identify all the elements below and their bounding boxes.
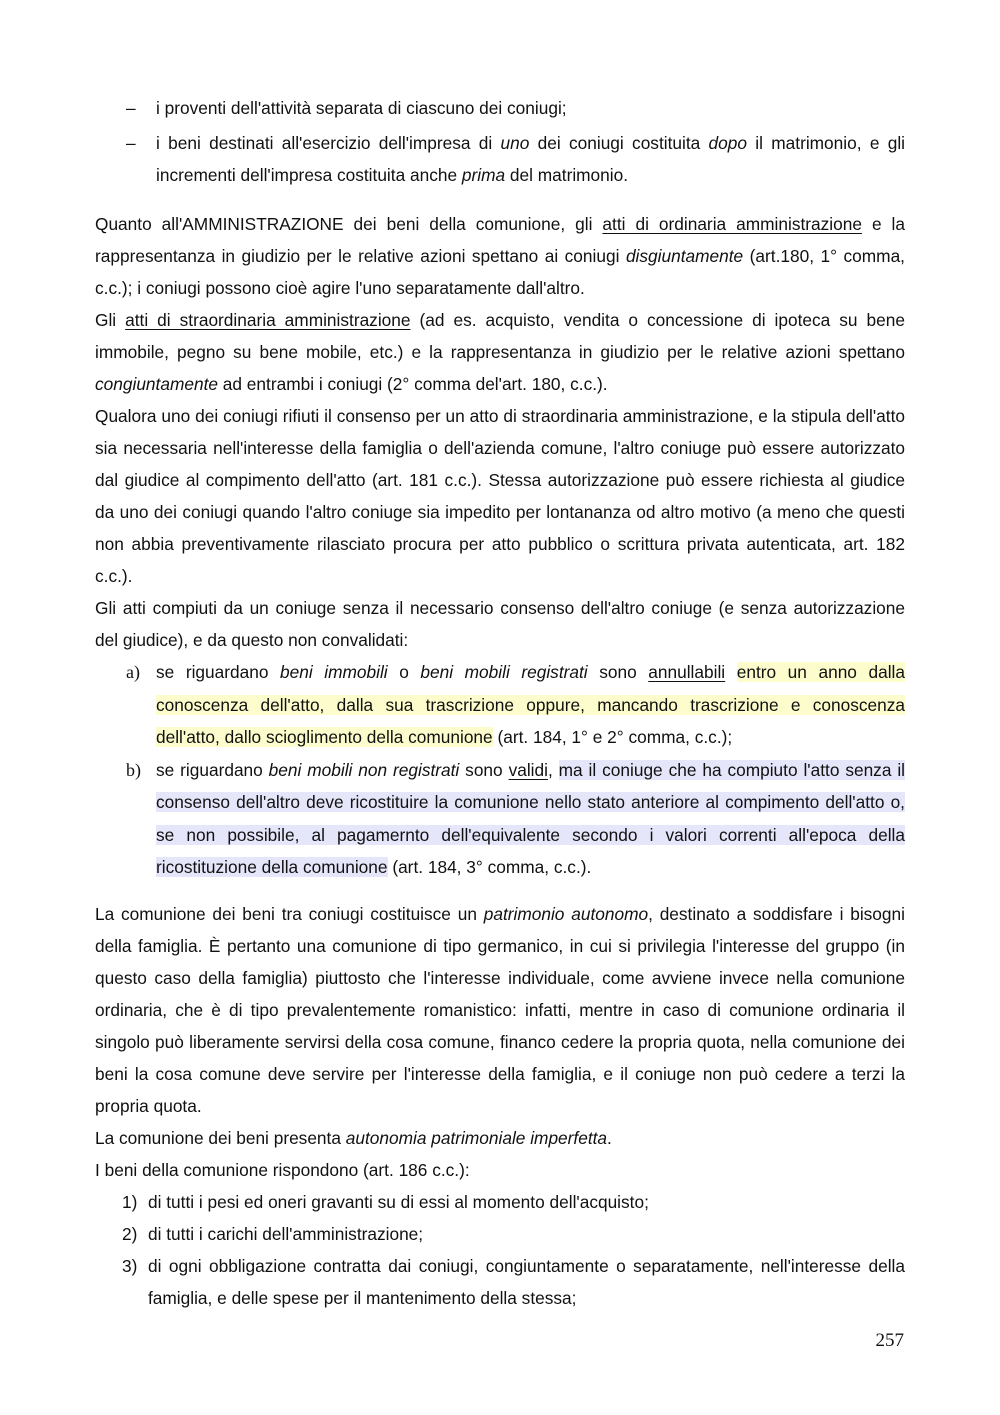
text-run: Gli (95, 310, 126, 330)
text-run: , destinato a soddisfare i bisogni della famiglia. È pertanto una comunione di tipo germanico, in cui si privilegia l'interesse del gruppo (in questo caso della famiglia) piuttosto che l'interesse individuale, come avviene invece nella comunione ordinaria, che è di tipo prevalentemente romanistico: infatti, mentre in caso di comunione ordinaria il singolo può liberamente servirsi della cosa comune, financo cedere la propria quota, nella comunione dei beni la cosa comune deve servire per l'interesse della famiglia, e il coniuge non può cedere a terzi la propria quota. (95, 903, 905, 1116)
list-item (95, 1218, 905, 1250)
underlined-term: atti di straordinaria amministrazione (125, 310, 411, 330)
text-run: e la rappresentanza in giudizio per le relative azioni spettano ai coniugi (95, 214, 905, 266)
paragraph-rifiuto-consenso: Qualora uno dei coniugi rifiuti il consenso per un atto di straordinaria amministrazione, e la stipula dell'atto sia necessaria nell'interesse della famiglia o dell'azienda comune, l'altro coniuge può essere autorizzato dal giudice al compimento dell'atto (art. 181 c.c.). Stessa autorizzazione può essere richiesta al giudice da uno dei coniugi quando l'altro coniuge sia impedito per lontananza od altro motivo (a meno che questi non abbia preventivamente rilasciato procura per atto pubblico o scrittura privata autenticata, art. 182 c.c.). (95, 406, 905, 586)
list-item-text: di tutti i pesi ed oneri gravanti su di essi al momento dell'acquisto; (148, 1191, 649, 1212)
list-item (95, 656, 905, 754)
list-item-text: di tutti i carichi dell'amministrazione; (148, 1223, 424, 1244)
underlined-term: annullabili (648, 662, 726, 682)
text-run: (art. 184, 3° comma, c.c.). (387, 857, 592, 877)
list-item (95, 1250, 905, 1314)
italic-term: disgiuntamente (625, 246, 744, 266)
paragraph-autonomia (95, 1122, 905, 1154)
italic-term: patrimonio autonomo (483, 903, 649, 924)
underlined-term: atti di ordinaria amministrazione (602, 214, 862, 234)
text-run: , (547, 759, 559, 780)
text-run: (art.180, 1° comma, c.c.); i coniugi possono cioè agire l'uno separatamente dall'altro. (95, 246, 905, 298)
underlined-term: validi (508, 759, 548, 780)
list-marker: 1) (122, 1191, 138, 1212)
list-marker: b) (126, 759, 141, 780)
list-marker: 2) (122, 1223, 138, 1244)
text-run: sono (459, 759, 509, 780)
paragraph-rispondono: I beni della comunione rispondono (art. 186 c.c.): (95, 1159, 470, 1180)
list-item-text: i proventi dell'attività separata di ciascuno dei coniugi; (156, 98, 567, 118)
text-run: del matrimonio. (505, 165, 629, 185)
list-marker: a) (126, 662, 140, 682)
text-run: sono (587, 662, 649, 682)
italic-term: beni mobili non registrati (268, 759, 460, 780)
paragraph-straordinaria (95, 304, 905, 400)
list-item (95, 127, 905, 191)
italic-term: uno (500, 133, 530, 153)
page-number: 257 (875, 1330, 904, 1351)
dash-bullet: – (126, 98, 136, 118)
dash-bullet: – (126, 133, 136, 153)
text-run: La comunione dei beni presenta (95, 1127, 346, 1148)
text-run: se riguardano (156, 759, 269, 780)
text-run: (ad es. acquisto, vendita o concessione di ipoteca su bene immobile, pegno su bene mobile, etc.) e la rappresentanza in giudizio per le relative azioni spettano (95, 310, 905, 362)
text-run: (art. 184, 1° e 2° comma, c.c.); (492, 727, 733, 747)
highlighted-text: entro un anno dalla conoscenza dell'atto, dalla sua trascrizione oppure, mancando trascrizione e conoscenza dell'atto, dallo scioglimento della comunione (156, 662, 905, 747)
list-marker: 3) (122, 1255, 138, 1276)
paragraph-amministrazione (95, 208, 905, 304)
list-item (95, 92, 905, 124)
italic-term: beni immobili (280, 662, 388, 682)
page-body (95, 92, 905, 1314)
italic-term: prima (461, 165, 506, 185)
text-run: Quanto all'AMMINISTRAZIONE dei beni della comunione, gli (95, 214, 603, 234)
list-item-text: di ogni obbligazione contratta dai coniugi, congiuntamente o separatamente, nell'interesse della famiglia, e delle spese per il mantenimento della stessa; (148, 1255, 905, 1308)
list-item (95, 1186, 905, 1218)
paragraph-patrimonio-autonomo (95, 898, 905, 1122)
text-run: La comunione dei beni tra coniugi costituisce un (95, 903, 484, 924)
text-run: i beni destinati all'esercizio dell'impresa di (156, 133, 501, 153)
text-run: ad entrambi i coniugi (2° comma del'art. 180, c.c.). (217, 374, 608, 394)
italic-term: autonomia patrimoniale imperfetta (345, 1127, 608, 1148)
list-item (95, 754, 905, 884)
italic-term: congiuntamente (95, 374, 218, 394)
text-run: o (387, 662, 421, 682)
italic-term: dopo (708, 133, 747, 153)
text-run (725, 662, 737, 682)
text-run: il matrimonio, e gli incrementi dell'impresa costituita anche (156, 133, 906, 185)
text-run: se riguardano (156, 662, 281, 682)
paragraph-atti-compiuti: Gli atti compiuti da un coniuge senza il necessario consenso dell'altro coniuge (e senza autorizzazione del giudice), e da questo non convalidati: (95, 598, 905, 650)
text-run: dei coniugi costituita (529, 133, 709, 153)
italic-term: beni mobili registrati (420, 662, 588, 682)
highlighted-text: ma il coniuge che ha compiuto l'atto senza il consenso dell'altro deve ricostituire la comunione nello stato anteriore al compimento dell'atto o, se non possibile, al pagamernto dell'equivalente secondo i valori correnti all'epoca della ricostituzione della comunione (156, 759, 906, 877)
text-run: . (607, 1127, 612, 1148)
